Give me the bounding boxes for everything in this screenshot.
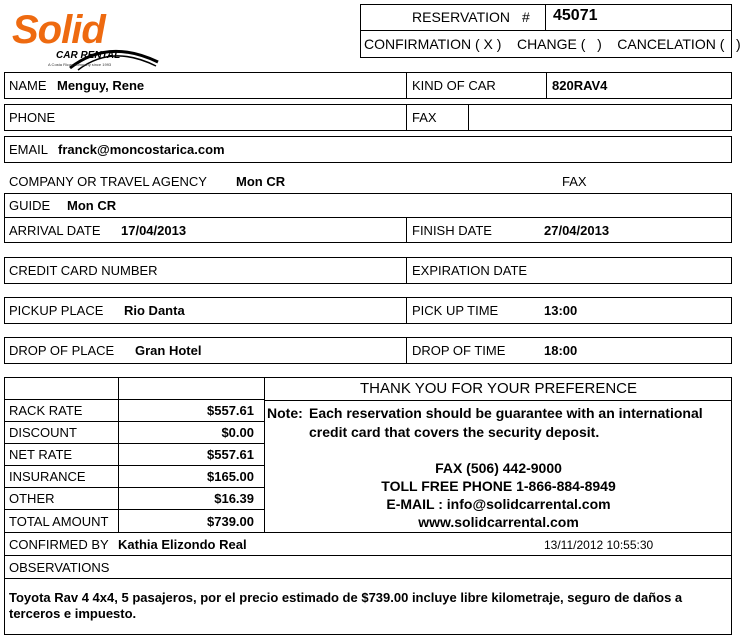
dropoff-time-value: 18:00 [544, 343, 578, 358]
observations-label: OBSERVATIONS [9, 560, 110, 575]
dropoff-time-label: DROP OF TIME [412, 343, 506, 358]
credit-card-label: CREDIT CARD NUMBER [9, 263, 158, 278]
kind-of-car-label: KIND OF CAR [412, 78, 496, 93]
reservation-number: 45071 [553, 7, 598, 24]
kind-of-car-value: 820RAV4 [552, 78, 608, 93]
arrival-date-value: 17/04/2013 [121, 223, 187, 238]
contact-phone: TOLL FREE PHONE 1-866-884-8949 [381, 478, 616, 494]
total-amount-value: $739.00 [207, 514, 254, 529]
confirmed-by-label: CONFIRMED BY [9, 537, 109, 552]
logo-word: Solid [12, 8, 105, 52]
pickup-row [4, 297, 732, 324]
note-label: Note: [267, 405, 303, 421]
discount-label: DISCOUNT [9, 425, 77, 440]
name-value: Menguy, Rene [57, 78, 145, 93]
pickup-time-value: 13:00 [544, 303, 578, 318]
total-amount-label: TOTAL AMOUNT [9, 514, 109, 529]
finish-date-label: FINISH DATE [412, 223, 492, 238]
discount-value: $0.00 [221, 425, 254, 440]
phone-row [4, 104, 732, 131]
contact-email: E-MAIL : info@solidcarrental.com [386, 496, 611, 512]
reservation-options: CONFIRMATION ( X ) CHANGE ( ) CANCELATION ( ) [364, 36, 741, 52]
rack-rate-label: RACK RATE [9, 403, 83, 418]
finish-date-value: 27/04/2013 [544, 223, 610, 238]
expiration-date-label: EXPIRATION DATE [412, 263, 528, 278]
guide-label: GUIDE [9, 198, 51, 213]
observations-line-2: terceros e impuesto. [9, 606, 137, 621]
confirmed-timestamp: 13/11/2012 10:55:30 [544, 538, 654, 552]
logo-subtitle: CAR RENTAL [56, 50, 121, 61]
guide-value: Mon CR [67, 198, 117, 213]
pickup-place-value: Rio Danta [124, 303, 185, 318]
dropoff-place-value: Gran Hotel [135, 343, 202, 358]
email-label: EMAIL [9, 142, 49, 157]
company-value: Mon CR [236, 174, 286, 189]
other-label: OTHER [9, 491, 55, 506]
rack-rate-value: $557.61 [207, 403, 254, 418]
company-label: COMPANY OR TRAVEL AGENCY [9, 174, 207, 189]
contact-website: www.solidcarrental.com [418, 514, 579, 530]
net-rate-value: $557.61 [207, 447, 254, 462]
email-value: franck@moncostarica.com [58, 142, 225, 157]
arrival-date-label: ARRIVAL DATE [9, 223, 101, 238]
reservation-label: RESERVATION [412, 9, 511, 25]
pickup-place-label: PICKUP PLACE [9, 303, 104, 318]
company-fax-label: FAX [562, 174, 587, 189]
insurance-label: INSURANCE [9, 469, 86, 484]
reservation-hash: # [522, 9, 530, 25]
dropoff-place-label: DROP OF PLACE [9, 343, 115, 358]
pickup-time-label: PICK UP TIME [412, 303, 499, 318]
other-value: $16.39 [214, 491, 254, 506]
logo-tagline: A Costa Rican company since 1993 [48, 62, 112, 67]
confirmed-by-name: Kathia Elizondo Real [118, 537, 247, 552]
thank-you-heading: THANK YOU FOR YOUR PREFERENCE [360, 380, 637, 397]
fax-label: FAX [412, 110, 437, 125]
observations-line-1: Toyota Rav 4 4x4, 5 pasajeros, por el precio estimado de $739.00 incluye libre kilometraje, seguro de daños a [9, 590, 683, 605]
net-rate-label: NET RATE [9, 447, 73, 462]
note-line-1: Each reservation should be guarantee with an international [309, 405, 703, 421]
insurance-value: $165.00 [207, 469, 254, 484]
contact-fax: FAX (506) 442-9000 [435, 460, 562, 476]
note-line-2: credit card that covers the security deposit. [309, 424, 600, 440]
phone-label: PHONE [9, 110, 56, 125]
name-label: NAME [9, 78, 47, 93]
company-logo [8, 6, 158, 68]
